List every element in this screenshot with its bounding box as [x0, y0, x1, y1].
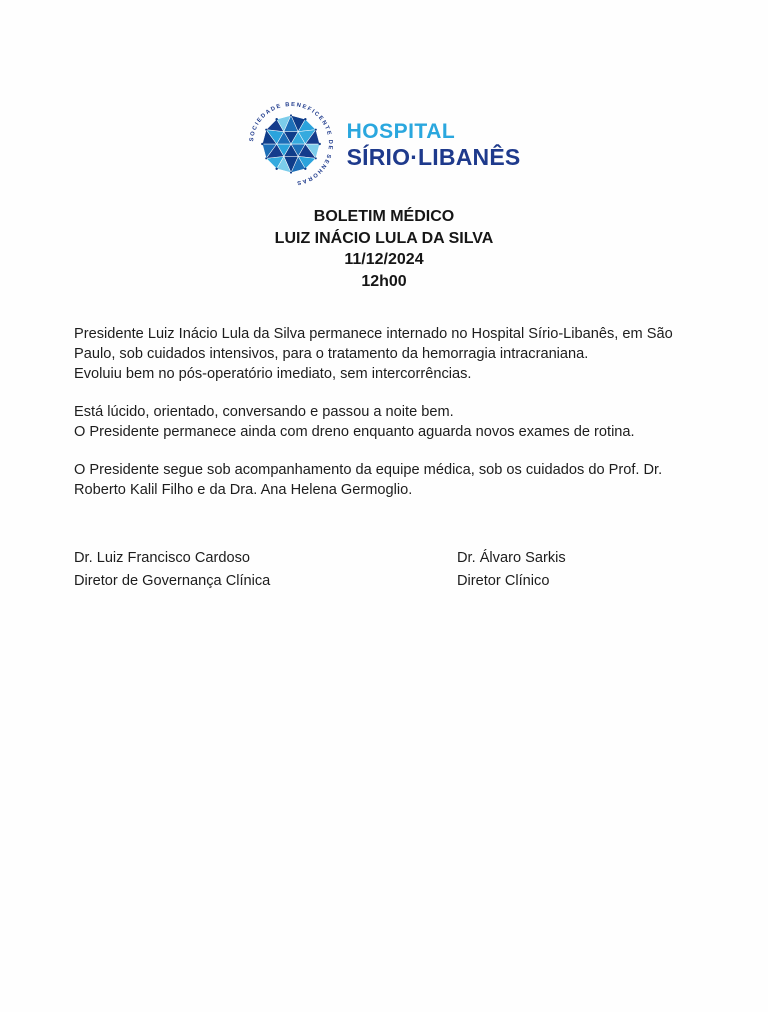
paragraph-care-team [74, 460, 714, 500]
signer-name: Dr. Álvaro Sarkis [457, 550, 566, 566]
paragraph-status [74, 324, 714, 384]
body-line: Paulo, sob cuidados intensivos, para o tratamento da hemorragia intracraniana. [74, 346, 589, 362]
patient-name: LUIZ INÁCIO LULA DA SILVA [274, 229, 494, 247]
emblem-circular-text: SOCIEDADE BENEFICENTE DE SENHORAS [248, 101, 333, 186]
body-line: O Presidente segue sob acompanhamento da equipe médica, sob os cuidados do Prof. Dr. [74, 462, 663, 478]
hospital-logo [0, 101, 768, 187]
bulletin-body [74, 324, 714, 500]
body-line: Presidente Luiz Inácio Lula da Silva permanece internado no Hospital Sírio-Libanês, em São [74, 326, 673, 342]
signature-left [74, 547, 270, 593]
body-line: O Presidente permanece ainda com dreno enquanto aguarda novos exames de rotina. [74, 424, 635, 440]
body-line: Evoluiu bem no pós-operatório imediato, sem intercorrências. [74, 366, 472, 382]
bulletin-date: 11/12/2024 [344, 251, 424, 268]
logo-sirio-libanes-word: SÍRIO·LIBANÊS [346, 143, 521, 170]
hospital-logo-name [347, 119, 521, 170]
signer-role: Diretor de Governança Clínica [74, 573, 271, 589]
signer-role: Diretor Clínico [457, 573, 550, 589]
paragraph-condition [74, 402, 714, 442]
bulletin-title-block [0, 206, 768, 292]
body-line: Está lúcido, orientado, conversando e passou a noite bem. [74, 404, 454, 420]
signature-right [457, 547, 566, 593]
signer-name: Dr. Luiz Francisco Cardoso [74, 550, 251, 566]
logo-hospital-word: HOSPITAL [346, 119, 456, 143]
bulletin-time: 12h00 [361, 272, 407, 290]
body-line: Roberto Kalil Filho e da Dra. Ana Helena Germoglio. [74, 482, 413, 498]
bulletin-title: BOLETIM MÉDICO [313, 208, 455, 225]
hospital-emblem-icon [248, 101, 334, 187]
